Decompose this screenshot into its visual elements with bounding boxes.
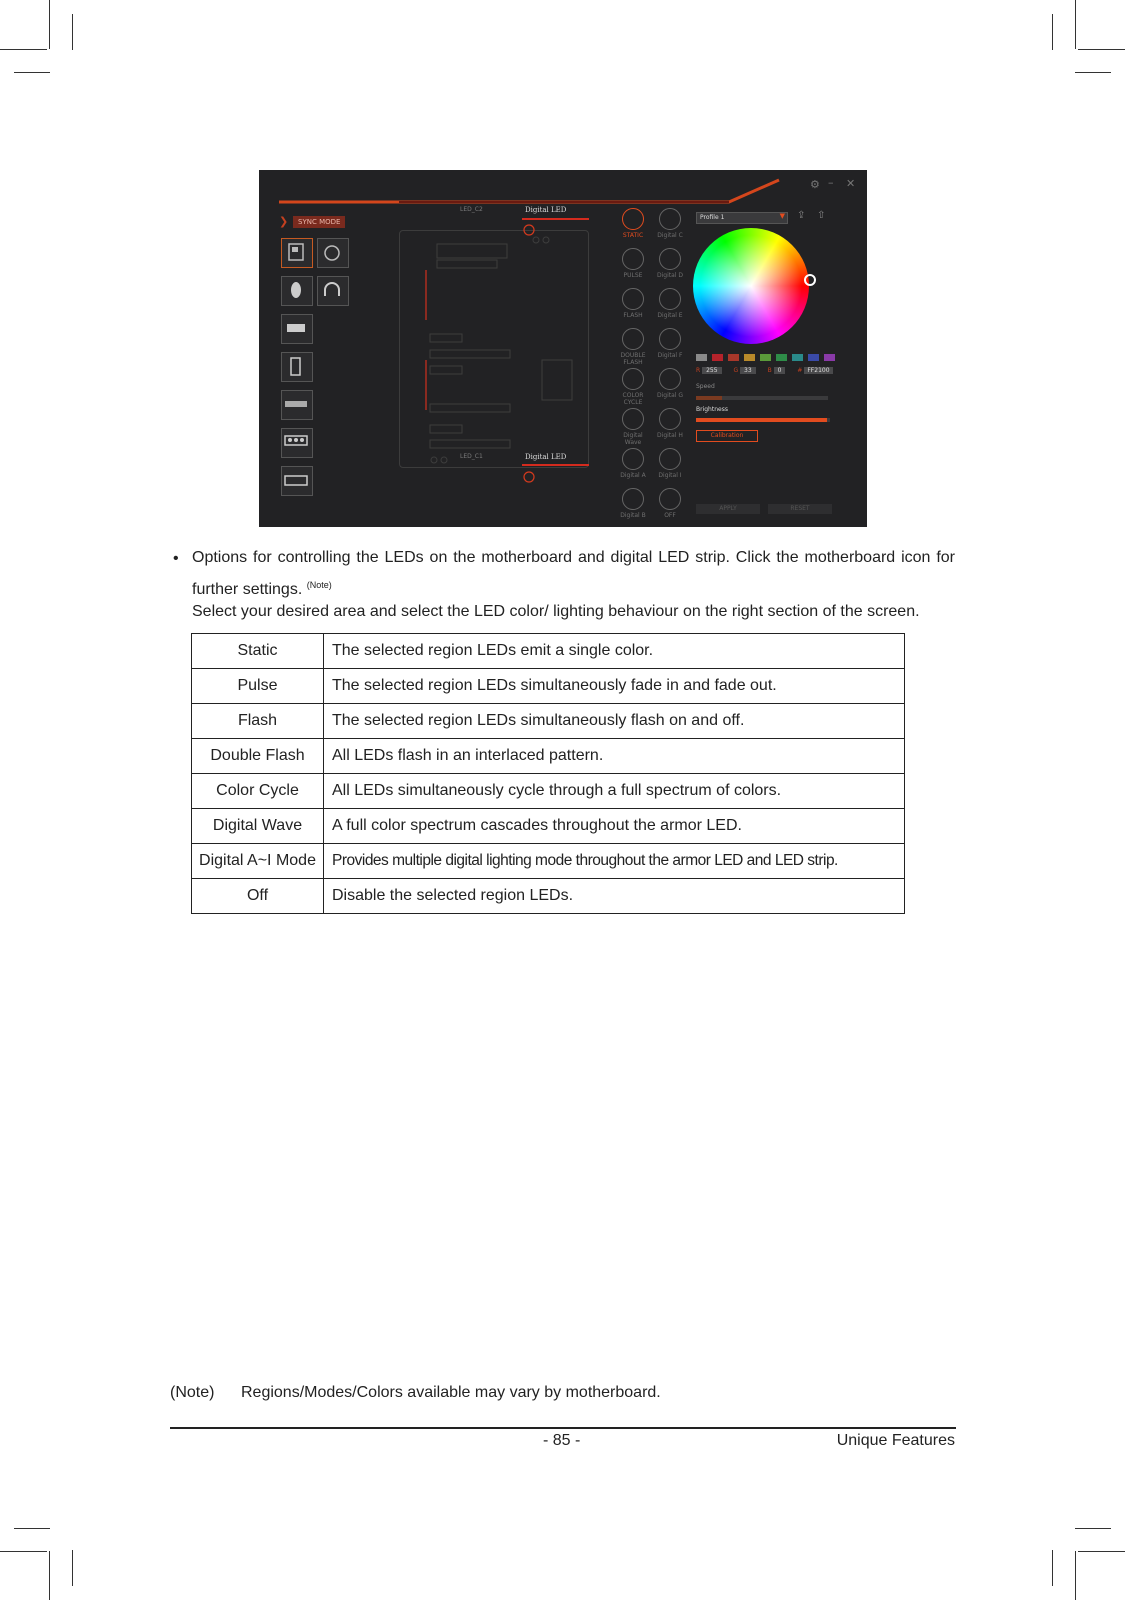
mode-description-cell: The selected region LEDs simultaneously flash on and off. bbox=[324, 704, 905, 739]
mode-description-cell: All LEDs flash in an interlaced pattern. bbox=[324, 739, 905, 774]
table-row bbox=[192, 844, 905, 879]
intro-line-2: further settings. $^{(Note)}$ bbox=[192, 580, 332, 598]
import-icon[interactable]: ⇪ bbox=[797, 210, 806, 221]
mode-description-cell: Provides multiple digital lighting mode throughout the armor LED and LED strip. bbox=[324, 844, 905, 879]
mode-name-cell: Digital Wave bbox=[192, 809, 324, 844]
digital-led-top-label: Digital LED bbox=[525, 206, 567, 214]
minimize-icon[interactable]: – bbox=[828, 176, 834, 189]
brightness-slider[interactable] bbox=[696, 418, 830, 422]
brightness-slider-fill bbox=[696, 418, 827, 422]
mode-digital-f[interactable]: Digital F bbox=[652, 328, 688, 359]
table-row bbox=[192, 669, 905, 704]
speed-slider-fill bbox=[696, 396, 722, 400]
section-title: Unique Features bbox=[836, 1432, 955, 1449]
mode-description-cell: The selected region LEDs simultaneously fade in and fade out. bbox=[324, 669, 905, 704]
mode-digital-i[interactable]: Digital I bbox=[652, 448, 688, 479]
color-swatch[interactable] bbox=[792, 354, 803, 361]
calibration-button[interactable]: Calibration bbox=[696, 430, 758, 442]
speed-slider[interactable] bbox=[696, 396, 828, 400]
color-swatch[interactable] bbox=[808, 354, 819, 361]
mode-digital-e[interactable]: Digital E bbox=[652, 288, 688, 319]
mode-description-cell: Disable the selected region LEDs. bbox=[324, 879, 905, 914]
export-icon[interactable]: ⇧ bbox=[817, 210, 826, 221]
mode-static[interactable]: STATIC bbox=[615, 208, 651, 239]
lighting-modes-table bbox=[191, 633, 905, 914]
settings-icon[interactable]: ⚙ bbox=[810, 178, 820, 191]
r-value-field[interactable]: 255 bbox=[702, 367, 721, 374]
close-icon[interactable]: ✕ bbox=[846, 177, 856, 190]
mode-digital-g[interactable]: Digital G bbox=[652, 368, 688, 399]
mode-description-cell: The selected region LEDs emit a single color. bbox=[324, 634, 905, 669]
table-row bbox=[192, 809, 905, 844]
mode-digital-c[interactable]: Digital C bbox=[652, 208, 688, 239]
mode-flash[interactable]: FLASH bbox=[615, 288, 651, 319]
b-value-field[interactable]: 0 bbox=[774, 367, 786, 374]
table-row bbox=[192, 634, 905, 669]
table-row bbox=[192, 704, 905, 739]
mode-name-cell: Pulse bbox=[192, 669, 324, 704]
sync-logo-icon: ❯ bbox=[279, 215, 289, 228]
color-swatch[interactable] bbox=[712, 354, 723, 361]
mode-digital-h[interactable]: Digital H bbox=[652, 408, 688, 439]
mode-digital-d[interactable]: Digital D bbox=[652, 248, 688, 279]
table-row bbox=[192, 879, 905, 914]
table-row bbox=[192, 774, 905, 809]
mode-name-cell: Off bbox=[192, 879, 324, 914]
color-swatch[interactable] bbox=[824, 354, 835, 361]
mode-digital-a[interactable]: Digital A bbox=[615, 448, 651, 479]
led-c2-label: LED_C2 bbox=[460, 206, 483, 213]
table-row bbox=[192, 739, 905, 774]
note-text: Regions/Modes/Colors available may vary by motherboard. bbox=[241, 1384, 661, 1401]
digital-led-bottom-label: Digital LED bbox=[525, 453, 567, 461]
bullet-dot: • bbox=[173, 550, 179, 567]
mode-digital-b[interactable]: Digital B bbox=[615, 488, 651, 519]
apply-button[interactable]: APPLY bbox=[696, 504, 760, 514]
rgb-inputs: R 255 G 33 B 0 # FF2100 bbox=[696, 367, 833, 374]
mode-name-cell: Flash bbox=[192, 704, 324, 739]
color-swatch[interactable] bbox=[728, 354, 739, 361]
speed-label: Speed bbox=[696, 383, 715, 390]
mode-off[interactable]: OFF bbox=[652, 488, 688, 519]
page-number: - 85 - bbox=[543, 1432, 581, 1449]
chevron-down-icon: ▼ bbox=[779, 212, 785, 220]
reset-button[interactable]: RESET bbox=[768, 504, 832, 514]
note-label: (Note) bbox=[170, 1384, 215, 1401]
mode-double-flash[interactable]: DOUBLE FLASH bbox=[615, 328, 651, 366]
color-picker-handle[interactable] bbox=[804, 274, 816, 286]
color-wheel[interactable] bbox=[693, 228, 809, 344]
mode-name-cell: Double Flash bbox=[192, 739, 324, 774]
color-swatch[interactable] bbox=[696, 354, 707, 361]
mode-pulse[interactable]: PULSE bbox=[615, 248, 651, 279]
mode-name-cell: Static bbox=[192, 634, 324, 669]
mode-digital-wave[interactable]: Digital Wave bbox=[615, 408, 651, 446]
color-swatch[interactable] bbox=[760, 354, 771, 361]
hex-value-field[interactable]: FF2100 bbox=[804, 367, 832, 374]
digital-led-bottom-underline bbox=[522, 464, 589, 466]
rgb-fusion-screenshot bbox=[259, 170, 867, 527]
profile-dropdown[interactable]: Profile 1 ▼ bbox=[696, 212, 788, 224]
color-swatch[interactable] bbox=[776, 354, 787, 361]
mode-description-cell: All LEDs simultaneously cycle through a full spectrum of colors. bbox=[324, 774, 905, 809]
mode-name-cell: Color Cycle bbox=[192, 774, 324, 809]
sync-mode-badge[interactable]: ❯ SYNC MODE bbox=[279, 216, 351, 228]
brightness-label: Brightness bbox=[696, 406, 728, 413]
note-reference: (Note) bbox=[306, 580, 332, 590]
intro-line-3: Select your desired area and select the LED color/ lighting behaviour on the right section of the screen. bbox=[192, 603, 920, 620]
mode-description-cell: A full color spectrum cascades throughout the armor LED. bbox=[324, 809, 905, 844]
led-c1-label: LED_C1 bbox=[460, 453, 483, 460]
intro-line-1: Options for controlling the LEDs on the motherboard and digital LED strip. Click the motherboard icon for bbox=[192, 549, 955, 566]
g-value-field[interactable]: 33 bbox=[740, 367, 756, 374]
footer-rule bbox=[170, 1427, 956, 1429]
mode-color-cycle[interactable]: COLOR CYCLE bbox=[615, 368, 651, 406]
color-swatch[interactable] bbox=[744, 354, 755, 361]
mode-name-cell: Digital A~I Mode bbox=[192, 844, 324, 879]
